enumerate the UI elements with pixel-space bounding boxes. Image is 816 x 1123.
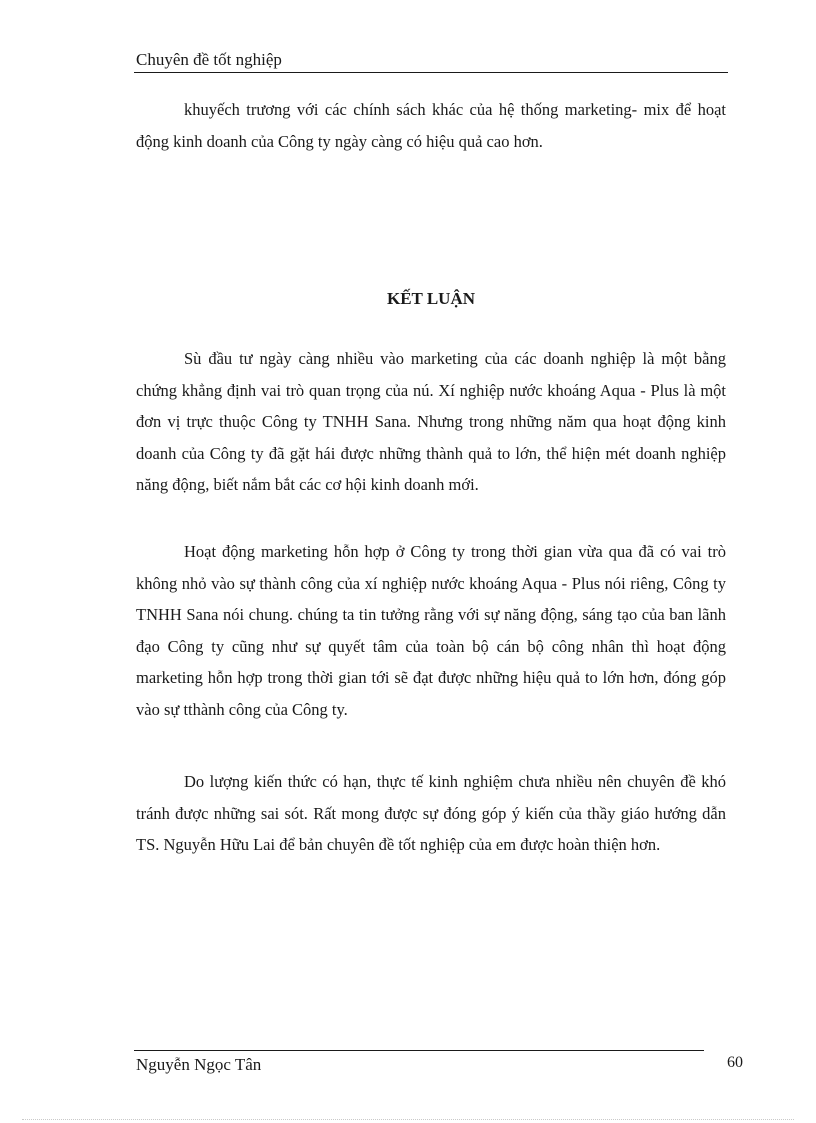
header-divider [134,72,728,73]
footer-divider [134,1050,704,1051]
conclusion-paragraph-2: Hoạt động marketing hỗn hợp ở Công ty trong thời gian vừa qua đã có vai trò không nhỏ vào sự thành công của xí nghiệp nước khoáng Aqua - Plus nói riêng, Công ty TNHH Sana nói chung. chúng ta tin tưởng rằng với sự năng động, sáng tạo của ban lãnh đạo Công ty cũng như sự quyết tâm của toàn bộ cán bộ công nhân thì hoạt động marketing hỗn hợp trong thời gian tới sẽ đạt được những hiệu quả to lớn hơn, đóng góp vào sự tthành công của Công ty. [136,542,726,719]
page-number: 60 [727,1054,743,1071]
section-heading: KẾT LUẬN [386,289,475,308]
page-edge-divider [22,1119,794,1120]
conclusion-paragraph-3: Do lượng kiến thức có hạn, thực tế kinh nghiệm chưa nhiều nên chuyên đề khó tránh được những sai sót. Rất mong được sự đóng góp ý kiến của thầy giáo hướng dẫn TS. Nguyễn Hữu Lai để bản chuyên đề tốt nghiệp của em được hoàn thiện hơn. [136,772,726,854]
footer-author: Nguyễn Ngọc Tân [136,1055,262,1074]
intro-paragraph: khuyếch trương với các chính sách khác của hệ thống marketing- mix để hoạt động kinh doanh của Công ty ngày càng có hiệu quả cao hơn. [136,100,726,151]
conclusion-paragraph-1: Sù đầu tư ngày càng nhiều vào marketing của các doanh nghiệp là một bằng chứng khẳng định vai trò quan trọng của nú. Xí nghiệp nước khoáng Aqua - Plus là một đơn vị trực thuộc Công ty TNHH Sana. Nhưng trong những năm qua hoạt động kinh doanh của Công ty đã gặt hái được những thành quả to lớn, thể hiện mét doanh nghiệp năng động, biết nắm bắt các cơ hội kinh doanh mới. [136,349,726,494]
header-title: Chuyên đề tốt nghiệp [136,50,282,69]
